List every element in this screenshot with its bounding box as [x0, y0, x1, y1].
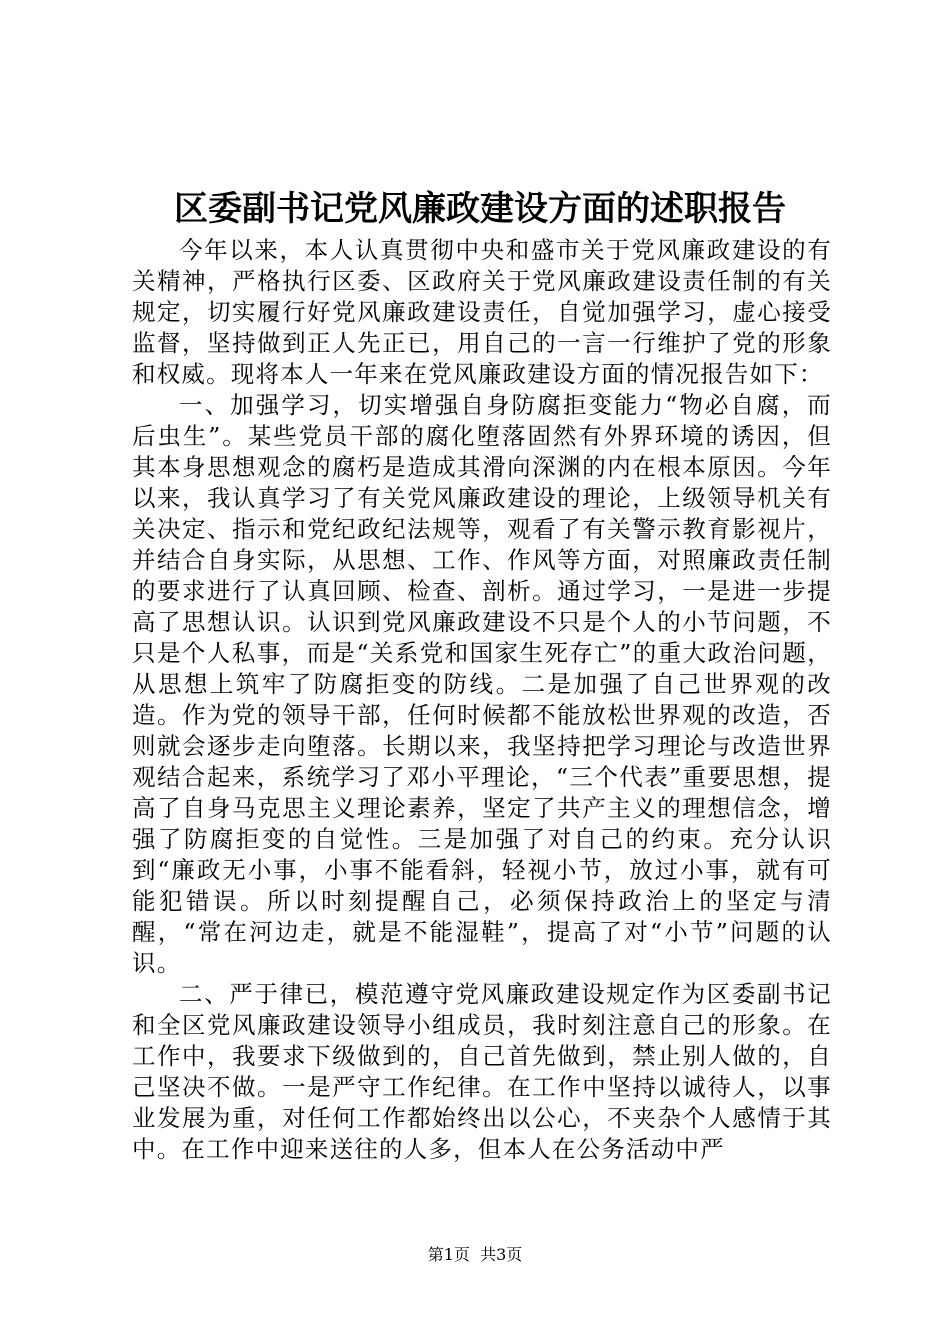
- paragraph-section-two: 二、严于律已，模范遵守党风廉政建设规定作为区委副书记和全区党风廉政建设领导小组成员，我时刻注意自己的形象。在工作中，我要求下级做到的，自己首先做到，禁止别人做的，自己坚决不做。一是严守工作纪律。在工作中坚持以诚待人，以事业发展为重，对任何工作都始终出以公心，不夹杂个人感情于其中。在工作中迎来送往的人多，但本人在公务活动中严: [132, 980, 832, 1163]
- paragraph-intro: 今年以来，本人认真贯彻中央和盛市关于党风廉政建设的有关精神，严格执行区委、区政府关于党风廉政建设责任制的有关规定，切实履行好党风廉政建设责任，自觉加强学习，虚心接受监督，坚持做到正人先正已，用自己的一言一行维护了党的形象和权威。现将本人一年来在党风廉政建设方面的情况报告如下：: [132, 236, 832, 388]
- paragraph-section-one: 一、加强学习，切实增强自身防腐拒变能力“物必自腐，而后虫生”。某些党员干部的腐化堕落固然有外界环境的诱因，但其本身思想观念的腐朽是造成其滑向深渊的内在根本原因。今年以来，我认真学习了有关党风廉政建设的理论，上级领导机关有关决定、指示和党纪政纪法规等，观看了有关警示教育影视片，并结合自身实际，从思想、工作、作风等方面，对照廉政责任制的要求进行了认真回顾、检查、剖析。通过学习，一是进一步提高了思想认识。认识到党风廉政建设不只是个人的小节问题，不只是个人私事，而是“关系党和国家生死存亡”的重大政治问题，从思想上筑牢了防腐拒变的防线。二是加强了自己世界观的改造。作为党的领导干部，任何时候都不能放松世界观的改造，否则就会逐步走向堕落。长期以来，我坚持把学习理论与改造世界观结合起来，系统学习了邓小平理论，“三个代表”重要思想，提高了自身马克思主义理论素养，坚定了共产主义的理想信念，增强了防腐拒变的自觉性。三是加强了对自己的约束。充分认识到“廉政无小事，小事不能看斜，轻视小节，放过小事，就有可能犯错误。所以时刻提醒自己，必须保持政治上的坚定与清醒，“常在河边走，就是不能湿鞋”，提高了对“小节”问题的认识。: [132, 391, 832, 977]
- document-body: [132, 235, 832, 1165]
- page-footer: 第1页 共3页: [427, 1245, 523, 1264]
- document-title: 区委副书记党风廉政建设方面的述职报告: [174, 189, 786, 229]
